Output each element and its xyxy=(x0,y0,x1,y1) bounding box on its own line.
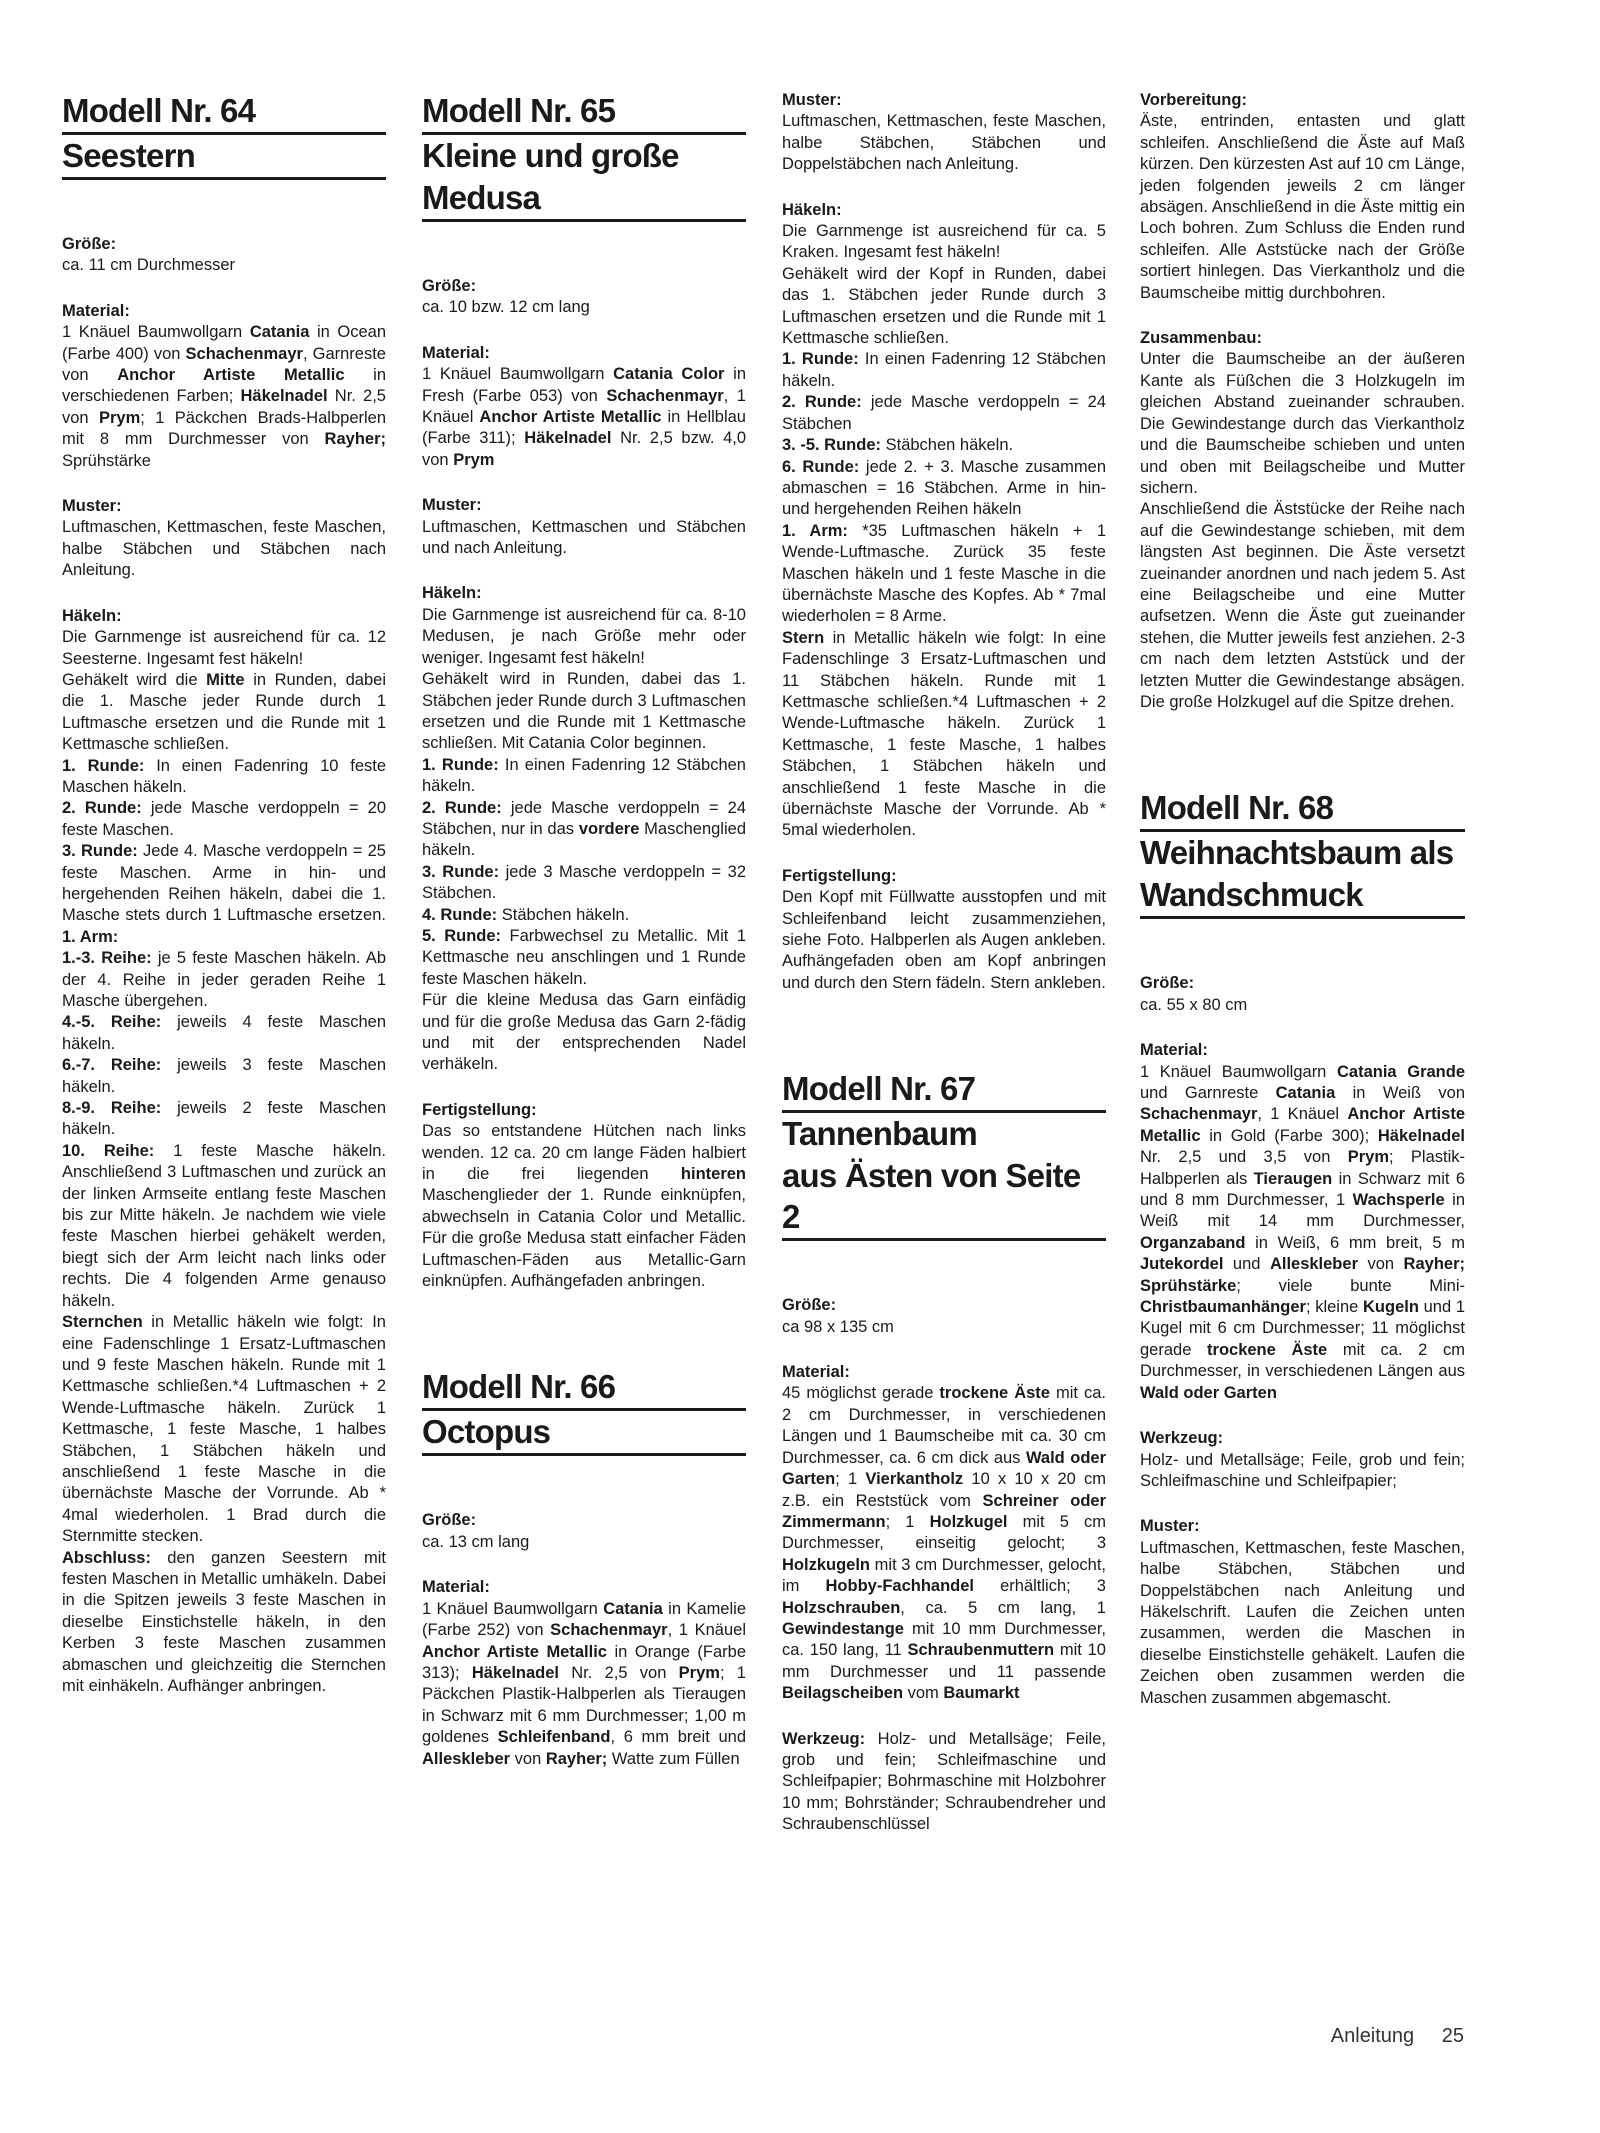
instruction-section xyxy=(62,496,386,582)
section-label: Material: xyxy=(782,1363,850,1382)
section-label: Muster: xyxy=(1140,1517,1200,1536)
section-text: Holz- und Metallsäge; Feile, grob und fein; Schleifmaschine und Schleifpapier; xyxy=(1140,1450,1465,1490)
spacer xyxy=(422,1316,746,1366)
section-text: ca. 13 cm lang xyxy=(422,1532,530,1551)
instruction-section xyxy=(1140,1516,1465,1709)
instruction-section xyxy=(62,301,386,472)
column-4 xyxy=(1140,90,1465,1733)
section-text: Das so entstandene Hütchen nach links wenden. 12 ca. 20 cm lange Fäden halbiert in die frei liegenden hinteren Maschenglieder der 1. Runde einknüpfen, abwechseln in Catania Color und Metallic. Für die große Medusa statt einfacher Fäden Luftmaschen-Fäden aus Metallic-Garn einknüpfen. Aufhängefaden anbringen. xyxy=(422,1122,746,1291)
section-label: Häkeln: xyxy=(62,606,122,625)
section-label: Material: xyxy=(422,1578,490,1597)
model-heading xyxy=(422,1366,746,1456)
footer-section: Anleitung xyxy=(1330,2025,1415,2047)
section-text: Luftmaschen, Kettmaschen, feste Maschen, halbe Stäbchen, Stäbchen und Doppelstäbchen nach Anleitung und Häkelschrift. Laufen die Zeichen unten zusammen, werden die Maschen in dieselbe Einstichstelle gehäkelt. Laufen die Zeichen oben zusammen werden die Maschen zusammen abgemascht. xyxy=(1140,1538,1465,1707)
heading-line: Octopus xyxy=(422,1411,746,1456)
heading-line: aus Ästen von Seite 2 xyxy=(782,1155,1106,1241)
instruction-section xyxy=(1140,328,1465,713)
section-text: 1 Knäuel Baumwollgarn Catania in Kamelie (Farbe 252) von Schachenmayr, 1 Knäuel Anchor Artiste Metallic in Orange (Farbe 313); Häkelnadel Nr. 2,5 von Prym; 1 Päckchen Plastik-Halbperlen als Tieraugen in Schwarz mit 6 mm Durchmesser; 1,00 m goldenes Schleifenband, 6 mm breit und Alleskleber von Rayher; Watte zum Füllen xyxy=(422,1599,747,1768)
model-heading xyxy=(422,90,746,222)
section-label: Fertigstellung: xyxy=(782,866,897,885)
section-label: Größe: xyxy=(422,1511,477,1530)
heading-line: Wandschmuck xyxy=(1140,874,1465,919)
instruction-section xyxy=(422,495,746,559)
page-number: 25 xyxy=(1441,2025,1464,2047)
instruction-section xyxy=(782,866,1106,994)
column-3 xyxy=(782,90,1106,1860)
heading-line: Weihnachtsbaum als xyxy=(1140,834,1454,872)
section-text: 45 möglichst gerade trockene Äste mit ca. 2 cm Durchmesser, in verschiedenen Längen und 1 Baumscheibe mit ca. 30 cm Durchmesser, ca. 6 cm dick aus Wald oder Garten; 1 Vierkantholz 10 x 10 x 20 cm z.B. ein Reststück vom Schreiner oder Zimmermann; 1 Holzkugel mit 5 cm Durchmesser, einseitig gelocht; 3 Holzkugeln mit 3 cm Durchmesser, gelocht, im Hobby-Fachhandel erhältlich; 3 Holzschrauben, ca. 5 cm lang, 1 Gewindestange mit 10 mm Durchmesser, ca. 150 lang, 11 Schraubenmuttern mit 10 mm Durchmesser und 11 passende Beilagscheiben vom Baumarkt xyxy=(782,1384,1107,1703)
instruction-section xyxy=(782,1295,1106,1338)
spacer xyxy=(1140,737,1465,787)
instruction-section xyxy=(422,583,746,1075)
instruction-section xyxy=(1140,973,1465,1016)
section-label: Muster: xyxy=(422,496,482,515)
section-text: Die Garnmenge ist ausreichend für ca. 5 Kraken. Ingesamt fest häkeln! Gehäkelt wird der Kopf in Runden, dabei das 1. Stäbchen jeder Runde durch 3 Luftmaschen ersetzen und die Runde mit 1 Kettmasche schließen. 1. Runde: In einen Fadenring 12 Stäbchen häkeln. 2. Runde: jede Masche verdoppeln = 24 Stäbchen 3. -5. Runde: Stäbchen häkeln. 6. Runde: jede 2. + 3. Masche zusammen abmaschen = 16 Stäbchen. Arme in hin- und hergehenden Reihen häkeln 1. Arm: *35 Luftmaschen häkeln + 1 Wende-Luftmasche. Zurück 35 feste Maschen häkeln und 1 feste Masche in die übernächste Masche des Kopfes. Ab * 7mal wiederholen = 8 Arme. Stern in Metallic häkeln wie folgt: In eine Fadenschlinge 3 Ersatz-Luftmaschen und 11 Stäbchen häkeln. Runde mit 1 Kettmasche schließen.*4 Luftmaschen + 2 Wende-Luftmasche häkeln. Zurück 1 Kettmasche, 1 feste Masche, 1 halbes Stäbchen, 1 Stäbchen häkeln und anschließend 1 feste Masche in die übernächste Masche der Vorrunde. Ab * 5mal wiederholen. xyxy=(782,222,1107,840)
section-text: ca 98 x 135 cm xyxy=(782,1317,894,1336)
section-label: Fertigstellung: xyxy=(422,1100,537,1119)
instruction-section xyxy=(422,343,746,471)
section-text: Luftmaschen, Kettmaschen, feste Maschen, halbe Stäbchen und Stäbchen nach Anleitung. xyxy=(62,518,386,580)
section-label: Werkzeug: xyxy=(1140,1429,1224,1448)
section-label: Material: xyxy=(1140,1041,1208,1060)
section-text: ca. 10 bzw. 12 cm lang xyxy=(422,298,590,317)
heading-line: Kleine und große xyxy=(422,137,679,174)
section-text: 1 Knäuel Baumwollgarn Catania Grande und Garnreste Catania in Weiß von Schachenmayr, 1 Knäuel Anchor Artiste Metallic in Gold (Farbe 300); Häkelnadel Nr. 2,5 und 3,5 von Prym; Plastik-Halbperlen als Tieraugen in Schwarz mit 6 und 8 mm Durchmesser, 1 Wachsperle in Weiß mit 14 mm Durchmesser, Organzaband in Weiß, 6 mm breit, 5 m Jutekordel und Alleskleber von Rayher; Sprühstärke; viele bunte Mini-Christbaumanhänger; kleine Kugeln und 1 Kugel mit 6 cm Durchmesser; 11 möglichst gerade trockene Äste mit ca. 2 cm Durchmesser, in verschiedenen Längen aus Wald oder Garten xyxy=(1140,1062,1466,1402)
section-text: Unter die Baumscheibe an der äußeren Kante als Füßchen die 3 Holzkugeln im gleichen Abstand zueinander schrauben. Die Gewindestange durch das Vierkantholz und die Baumscheibe schieben und unten und oben mit Beilagscheibe und Mutter sichern. Anschließend die Äststücke der Reihe nach auf die Gewindestange schieben, mit dem längsten Ast beginnen. Die Äste versetzt zueinander anordnen und nach jedem 5. Ast eine Beilagscheibe und eine Mutter aufsetzen. Wenn die Äste gut zueinander stehen, die Mutter jeweils fest anziehen. 2-3 cm nach dem letzten Aststück und der letzten Mutter die Gewindestange absägen. Die große Holzkugel auf die Spitze drehen. xyxy=(1140,350,1465,711)
section-label: Größe: xyxy=(782,1296,837,1315)
section-label: Muster: xyxy=(782,91,842,109)
section-text: Äste, entrinden, entasten und glatt schleifen. Anschließend die Äste auf Maß kürzen. Den kürzesten Ast auf 10 cm Länge, jeden folgenden jeweils 2 cm länger absägen. Anschließend in die Äste mittig ein Loch bohren. Zum Schluss die Enden rund schleifen. Alle Aststücke nach der Größe sortiert hinlegen. Das Vierkantholz und die Baumscheibe mittig durchbohren. xyxy=(1140,112,1465,302)
section-text: Die Garnmenge ist ausreichend für ca. 12 Seesterne. Ingesamt fest häkeln! Gehäkelt wird die Mitte in Runden, dabei die 1. Masche jeder Runde durch 1 Luftmasche ersetzen und die Runde mit 1 Kettmasche schließen. 1. Runde: In einen Fadenring 10 feste Maschen häkeln. 2. Runde: jede Masche verdoppeln = 20 feste Maschen. 3. Runde: Jede 4. Masche verdoppeln = 25 feste Maschen. Arme in hin- und hergehenden Reihen häkeln, dabei die 1. Masche stets durch 1 Luftmasche ersetzen. 1. Arm: 1.-3. Reihe: je 5 feste Maschen häkeln. Ab der 4. Reihe in jeder geraden Reihe 1 Masche übergehen. 4.-5. Reihe: jeweils 4 feste Maschen häkeln. 6.-7. Reihe: jeweils 3 feste Maschen häkeln. 8.-9. Reihe: jeweils 2 feste Maschen häkeln. 10. Reihe: 1 feste Masche häkeln. Anschließend 3 Luftmaschen und zurück an der linken Armseite entlang feste Maschen bis zur Mitte häkeln. Je nachdem wie viele feste Maschen hierbei gehäkelt werden, biegt sich der Arm leicht nach links oder rechts. Die 4 folgenden Arme genauso häkeln. Sternchen in Metallic häkeln wie folgt: In eine Fadenschlinge 1 Ersatz-Luftmaschen und 9 feste Maschen häkeln. Runde mit 1 Kettmasche schließen.*4 Luftmaschen + 2 Wende-Luftmasche häkeln. Zurück 1 Kettmasche, 1 feste Masche, 1 halbes Stäbchen, 1 Stäbchen häkeln und anschließend 1 feste Masche in die übernächste Masche der Vorrunde. Ab * 4mal wiederholen. 1 Brad durch die Sternmitte stecken. Abschluss: den ganzen Seestern mit festen Maschen in Metallic umhäkeln. Dabei in die Spitzen jeweils 3 feste Maschen in dieselbe Einstichstelle häkeln, in den Kerben 3 feste Maschen zusammen abmaschen und gleichzeitig die Sternchen mit einhäkeln. Aufhänger anbringen. xyxy=(62,628,387,1695)
section-text: ca. 11 cm Durchmesser xyxy=(62,256,235,275)
heading-line: Modell Nr. 65 xyxy=(422,90,746,135)
heading-line: Modell Nr. 67 xyxy=(782,1068,1106,1113)
section-text: 1 Knäuel Baumwollgarn Catania in Ocean (Farbe 400) von Schachenmayr, Garnreste von Anchor Artiste Metallic in verschiedenen Farben; Häkelnadel Nr. 2,5 von Prym; 1 Päckchen Brads-Halbperlen mit 8 mm Durchmesser von Rayher; Sprühstärke xyxy=(62,323,387,470)
section-text: Den Kopf mit Füllwatte ausstopfen und mit Schleifenband leicht zusammenziehen, siehe Foto. Halbperlen als Augen ankleben. Aufhängefaden oben am Kopf anbringen und durch den Stern fädeln. Stern ankleben. xyxy=(782,888,1106,992)
section-text: Die Garnmenge ist ausreichend für ca. 8-10 Medusen, je nach Größe mehr oder weniger. Ingesamt fest häkeln! Gehäkelt wird in Runden, dabei das 1. Stäbchen jeder Runde durch 3 Luftmaschen ersetzen und die Runde mit 1 Kettmasche schließen. Mit Catania Color beginnen. 1. Runde: In einen Fadenring 12 Stäbchen häkeln. 2. Runde: jede Masche verdoppeln = 24 Stäbchen, nur in das vordere Maschenglied häkeln. 3. Runde: jede 3 Masche verdoppeln = 32 Stäbchen. 4. Runde: Stäbchen häkeln. 5. Runde: Farbwechsel zu Metallic. Mit 1 Kettmasche neu anschlingen und 1 Runde feste Maschen häkeln. Für die kleine Medusa das Garn einfädig und für die große Medusa das Garn 2-fädig und mit der entsprechenden Nadel verhäkeln. xyxy=(422,605,746,1074)
section-label: Vorbereitung: xyxy=(1140,91,1247,109)
section-label: Größe: xyxy=(1140,974,1195,993)
column-1 xyxy=(62,90,386,1721)
section-text: Luftmaschen, Kettmaschen, feste Maschen, halbe Stäbchen, Stäbchen und Doppelstäbchen nach Anleitung. xyxy=(782,112,1106,174)
instruction-section xyxy=(1140,90,1465,304)
instruction-section xyxy=(422,1510,746,1553)
section-text: 1 Knäuel Baumwollgarn Catania Color in Fresh (Farbe 053) von Schachenmayr, 1 Knäuel Anchor Artiste Metallic in Hellblau (Farbe 311); Häkelnadel Nr. 2,5 bzw. 4,0 von Prym xyxy=(422,365,747,469)
instruction-section xyxy=(782,90,1106,176)
heading-line: Tannenbaum xyxy=(782,1115,977,1153)
instruction-section xyxy=(422,1577,746,1770)
instruction-section xyxy=(782,1729,1106,1836)
instruction-section xyxy=(422,276,746,319)
spacer xyxy=(782,1018,1106,1068)
section-label: Größe: xyxy=(422,277,477,295)
model-heading xyxy=(1140,787,1465,919)
instruction-section xyxy=(422,1100,746,1293)
page-footer xyxy=(1309,2025,1464,2048)
instruction-section xyxy=(62,606,386,1698)
section-text: Werkzeug: Holz- und Metallsäge; Feile, grob und fein; Schleifmaschine und Schleifpapier; Bohrmaschine mit Holzbohrer 10 mm; Bohrständer; Schraubendreher und Schraubenschlüssel xyxy=(782,1729,1106,1834)
heading-line: Modell Nr. 68 xyxy=(1140,787,1465,832)
model-heading xyxy=(782,1068,1106,1241)
section-text: Luftmaschen, Kettmaschen und Stäbchen und nach Anleitung. xyxy=(422,517,746,558)
heading-line: Modell Nr. 66 xyxy=(422,1366,746,1411)
instruction-section xyxy=(62,234,386,277)
section-label: Häkeln: xyxy=(422,584,482,603)
heading-line: Modell Nr. 64 xyxy=(62,90,386,135)
model-heading xyxy=(62,90,386,180)
section-text: ca. 55 x 80 cm xyxy=(1140,995,1248,1014)
section-label: Zusammenbau: xyxy=(1140,329,1262,348)
section-label: Häkeln: xyxy=(782,200,842,219)
instruction-section xyxy=(782,200,1106,842)
column-2 xyxy=(422,90,746,1794)
section-label: Größe: xyxy=(62,235,117,253)
section-label: Material: xyxy=(62,301,130,320)
instruction-section xyxy=(782,1362,1106,1705)
section-label: Muster: xyxy=(62,497,122,516)
instruction-section xyxy=(1140,1428,1465,1492)
heading-line: Seestern xyxy=(62,135,386,180)
instruction-section xyxy=(1140,1040,1465,1404)
heading-line: Medusa xyxy=(422,177,746,222)
section-label: Material: xyxy=(422,343,490,362)
